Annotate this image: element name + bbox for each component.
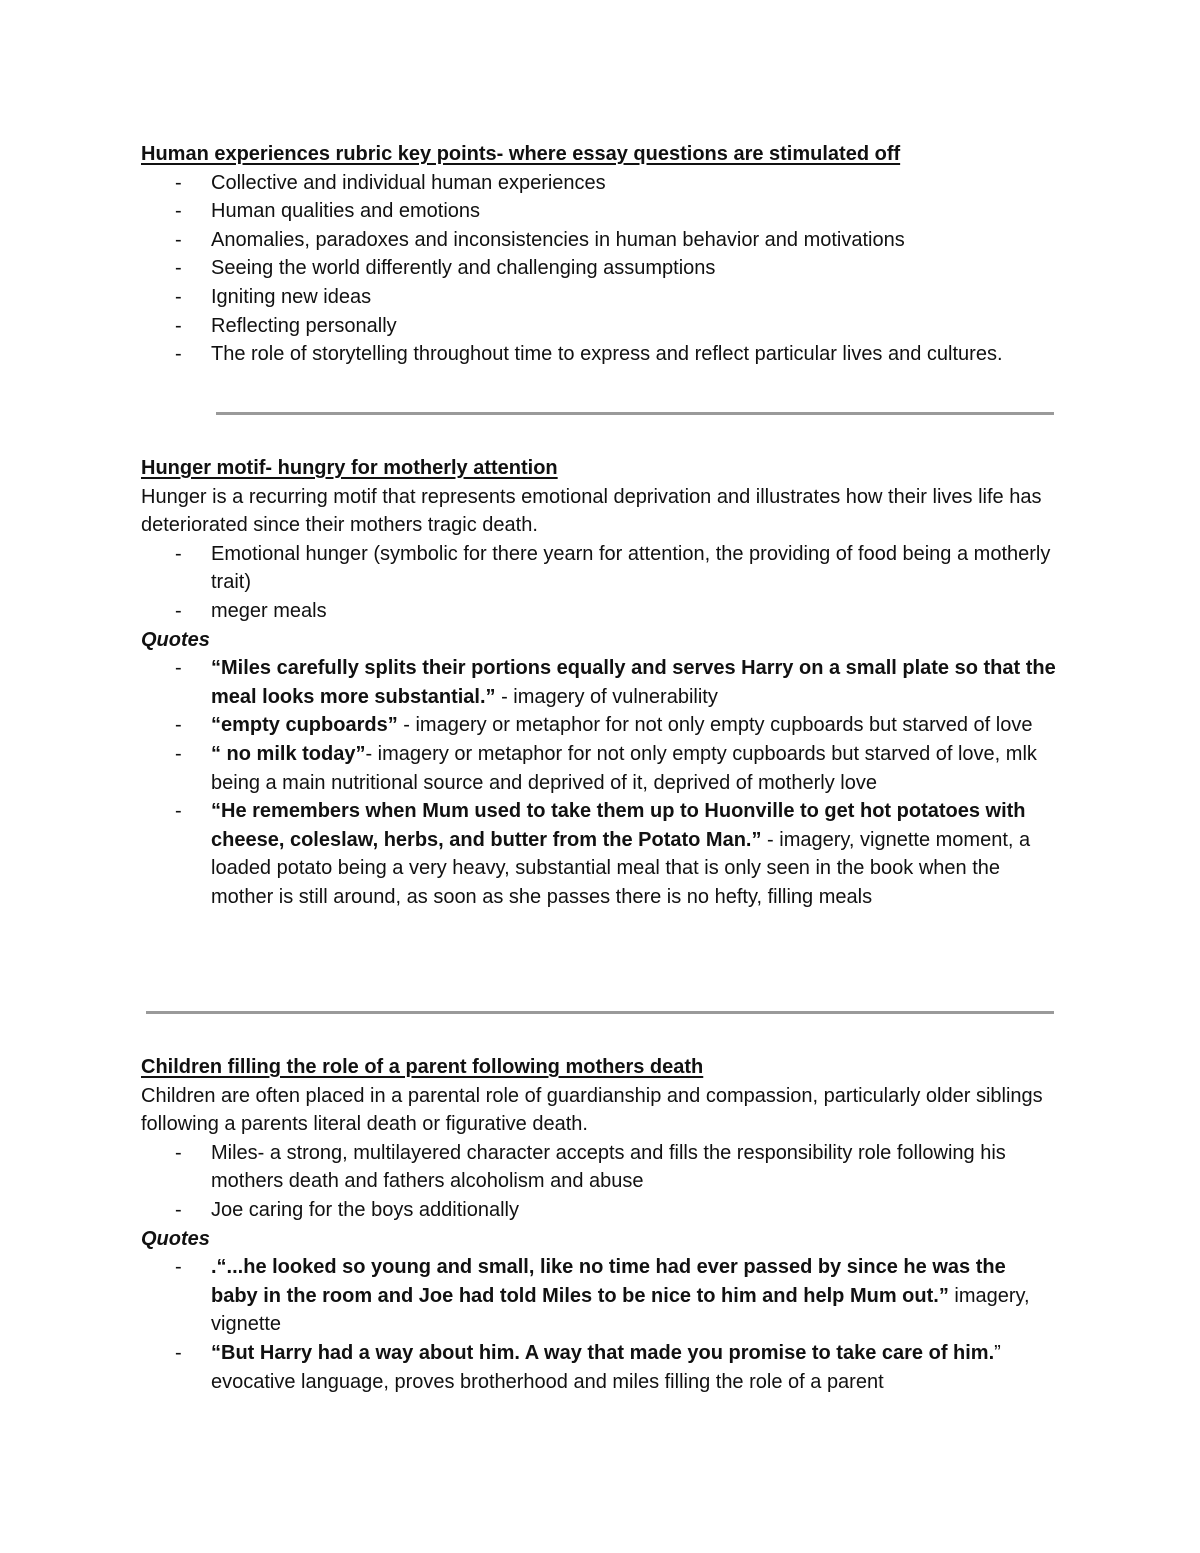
dash-bullet: - — [175, 800, 182, 823]
quote-item — [141, 740, 1056, 797]
dash-bullet: - — [175, 742, 182, 765]
dash-bullet: - — [175, 228, 182, 251]
dash-bullet: - — [175, 657, 182, 680]
quotes-list — [141, 1253, 1056, 1396]
list-item: - meger meals — [141, 597, 1056, 626]
dash-bullet: - — [175, 343, 182, 366]
quotes-list — [141, 654, 1056, 911]
section-intro: Children are often placed in a parental role of guardianship and compassion, particularly older siblings following a parents literal death or figurative death. — [141, 1084, 1043, 1136]
quote-item — [141, 797, 1056, 911]
dash-bullet: - — [175, 200, 182, 223]
section-heading: Hunger motif- hungry for motherly attention — [141, 457, 558, 479]
quotes-label: Quotes — [141, 1227, 210, 1250]
quote-text: “empty cupboards” — [211, 714, 398, 737]
quote-text: “Miles carefully splits their portions equally and serves Harry on a small plate so that the meal looks more substantial.” — [211, 657, 1056, 708]
quote-note: ” evocative language, proves brotherhood and miles filling the role of a parent — [211, 1341, 1001, 1393]
section-human-experiences — [141, 140, 1056, 369]
horizontal-divider — [146, 1011, 1054, 1014]
quote-note: - imagery or metaphor for not only empty cupboards but starved of love, mlk being a main nutritional source and deprived of it, deprived of motherly love — [211, 742, 1037, 794]
dash-bullet: - — [175, 714, 182, 737]
quote-note: - imagery or metaphor for not only empty cupboards but starved of love — [397, 714, 1033, 737]
quote-item — [141, 1253, 1056, 1339]
dash-bullet: - — [175, 257, 182, 280]
points-list — [141, 1139, 1056, 1225]
dash-bullet: - — [175, 1198, 182, 1221]
list-item: - Seeing the world differently and challenging assumptions — [141, 254, 1056, 283]
dash-bullet: - — [175, 1141, 182, 1164]
list-item: - Human qualities and emotions — [141, 197, 1056, 226]
quote-note: - imagery of vulnerability — [495, 685, 718, 708]
list-item: - Anomalies, paradoxes and inconsistencies in human behavior and motivations — [141, 226, 1056, 255]
dash-bullet: - — [175, 599, 182, 622]
horizontal-divider — [216, 412, 1054, 415]
quotes-label: Quotes — [141, 628, 210, 651]
quote-item — [141, 654, 1056, 711]
section-children-parent-role — [141, 1053, 1056, 1396]
key-points-list — [141, 169, 1056, 369]
list-item: - Miles- a strong, multilayered character accepts and fills the responsibility role following his mothers death and fathers alcoholism and abuse — [141, 1139, 1056, 1196]
quote-item — [141, 711, 1056, 740]
dash-bullet: - — [175, 171, 182, 194]
list-item: - Joe caring for the boys additionally — [141, 1196, 1056, 1225]
section-hunger-motif — [141, 454, 1056, 912]
quote-text: “ no milk today” — [211, 742, 366, 765]
quote-note: - imagery, vignette moment, a loaded potato being a very heavy, substantial meal that is only seen in the book when the mother is still around, as soon as she passes there is no hefty, filling meals — [211, 828, 1031, 908]
quote-text: “He remembers when Mum used to take them up to Huonville to get hot potatoes with cheese, coleslaw, herbs, and butter from the Potato Man.” — [211, 800, 1026, 851]
list-item: - Collective and individual human experiences — [141, 169, 1056, 198]
section-intro: Hunger is a recurring motif that represents emotional deprivation and illustrates how their lives life has deteriorated since their mothers tragic death. — [141, 485, 1042, 537]
list-item: - The role of storytelling throughout time to express and reflect particular lives and cultures. — [141, 340, 1056, 369]
section-heading: Human experiences rubric key points- where essay questions are stimulated off — [141, 143, 901, 165]
dash-bullet: - — [175, 285, 182, 308]
dash-bullet: - — [175, 542, 182, 565]
list-item: - Reflecting personally — [141, 312, 1056, 341]
points-list — [141, 540, 1056, 626]
dash-bullet: - — [175, 1341, 182, 1364]
quote-item — [141, 1339, 1056, 1396]
quote-note: imagery, vignette — [211, 1284, 1030, 1336]
dash-bullet: - — [175, 314, 182, 337]
list-item: - Igniting new ideas — [141, 283, 1056, 312]
list-item: - Emotional hunger (symbolic for there yearn for attention, the providing of food being a motherly trait) — [141, 540, 1056, 597]
dash-bullet: - — [175, 1256, 182, 1279]
quote-text: “But Harry had a way about him. A way that made you promise to take care of him. — [211, 1341, 995, 1364]
quote-text: .“...he looked so young and small, like no time had ever passed by since he was the baby in the room and Joe had told Miles to be nice to him and help Mum out.” — [211, 1256, 1006, 1307]
section-heading: Children filling the role of a parent following mothers death — [141, 1056, 704, 1078]
